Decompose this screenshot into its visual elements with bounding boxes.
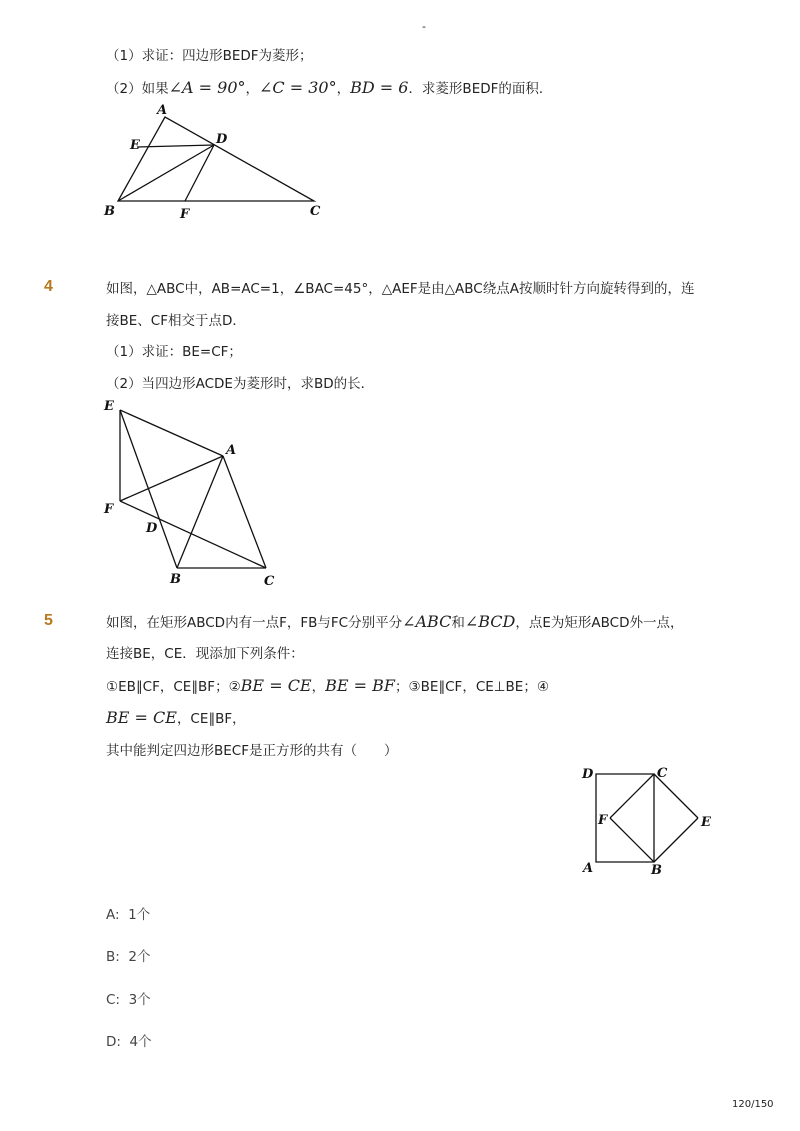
label-f: F — [598, 813, 608, 828]
label-d: D — [146, 521, 158, 536]
label-e: E — [701, 815, 711, 830]
q4-part2: （2）当四边形ACDE为菱形时，求BD的长． — [106, 376, 375, 392]
segment-cf — [610, 774, 654, 818]
q5-line1 — [106, 613, 684, 632]
q5-math-bcd: ∠BCD — [464, 612, 516, 631]
option-b[interactable] — [106, 945, 151, 965]
prev-sep1: ， — [245, 81, 259, 97]
label-c: C — [310, 204, 321, 219]
option-a-letter: A: — [106, 907, 120, 923]
segment-eb — [654, 818, 698, 862]
q5-line3 — [106, 677, 549, 696]
segment-eb — [120, 410, 177, 568]
rhombus-figure — [100, 100, 340, 225]
q5-line3-a: ①EB∥CF，CE∥BF；② — [106, 679, 241, 695]
q4-line2: 接BE、CF相交于点D． — [106, 313, 246, 329]
q5-line3-c: ；③BE∥CF，CE⊥BE；④ — [394, 679, 549, 695]
question-5-number: 5 — [44, 612, 53, 629]
option-a-text: 1个 — [128, 907, 151, 923]
prev-part1: （1）求证：四边形BEDF为菱形； — [106, 48, 313, 64]
q5-line1-mid: 和 — [451, 615, 465, 631]
label-f: F — [104, 502, 114, 517]
q5-line4 — [106, 709, 246, 728]
label-c: C — [264, 574, 275, 589]
q5-line4-suffix: ，CE∥BF， — [176, 711, 246, 727]
q5-line3-b: ， — [311, 679, 326, 695]
prev-math-angle-c: ∠C = 30° — [259, 78, 337, 97]
label-a: A — [226, 443, 237, 458]
q5-line5: 其中能判定四边形BECF是正方形的共有（ ） — [106, 743, 398, 759]
option-c-letter: C: — [106, 992, 120, 1008]
label-c: C — [657, 766, 668, 781]
label-a: A — [157, 103, 168, 118]
option-b-letter: B: — [106, 949, 120, 965]
q4-line1: 如图，△ABC中，AB=AC=1，∠BAC=45°，△AEF是由△ABC绕点A按顺时针方向旋转得到的，连 — [106, 281, 695, 297]
rotation-figure — [98, 395, 288, 590]
option-d-text: 4个 — [129, 1034, 152, 1050]
label-b: B — [651, 863, 662, 878]
q5-math-be-ce: BE = CE — [240, 676, 312, 695]
question-4-number: 4 — [44, 278, 53, 295]
label-b: B — [170, 572, 181, 587]
q5-math-be-ce-2: BE = CE — [106, 708, 177, 727]
option-a[interactable] — [106, 903, 150, 923]
option-b-text: 2个 — [128, 949, 151, 965]
segment-fb — [610, 818, 654, 862]
page-number: 120/150 — [732, 1099, 774, 1110]
q5-line2: 连接BE，CE．现添加下列条件： — [106, 646, 304, 662]
option-c[interactable] — [106, 988, 151, 1008]
q5-line1-prefix: 如图，在矩形ABCD内有一点F，FB与FC分别平分 — [106, 615, 403, 631]
prev-part2-prefix: （2）如果 — [106, 81, 169, 97]
square-figure — [576, 760, 726, 885]
prev-math-bd: BD = 6 — [350, 78, 409, 97]
prev-sep2: ， — [336, 81, 351, 97]
label-e: E — [104, 399, 114, 414]
option-c-text: 3个 — [128, 992, 151, 1008]
q5-math-be-bf: BE = BF — [325, 676, 395, 695]
q5-line1-suffix: ，点E为矩形ABCD外一点， — [515, 615, 684, 631]
label-b: B — [104, 204, 115, 219]
segment-ea — [120, 410, 223, 456]
prev-math-angle-a: ∠A = 90° — [168, 78, 246, 97]
q5-math-abc: ∠ABC — [402, 612, 452, 631]
label-d: D — [582, 767, 594, 782]
q4-part1: （1）求证：BE=CF； — [106, 344, 242, 360]
prev-part2-suffix: ．求菱形BEDF的面积． — [408, 81, 553, 97]
label-e: E — [130, 138, 140, 153]
option-d-letter: D: — [106, 1034, 121, 1050]
label-f: F — [180, 207, 190, 222]
triangle-abc — [118, 117, 314, 201]
label-a: A — [583, 861, 594, 876]
label-d: D — [216, 132, 228, 147]
prev-part2 — [106, 79, 552, 98]
option-d[interactable] — [106, 1030, 152, 1050]
header-mark: - — [422, 20, 426, 33]
